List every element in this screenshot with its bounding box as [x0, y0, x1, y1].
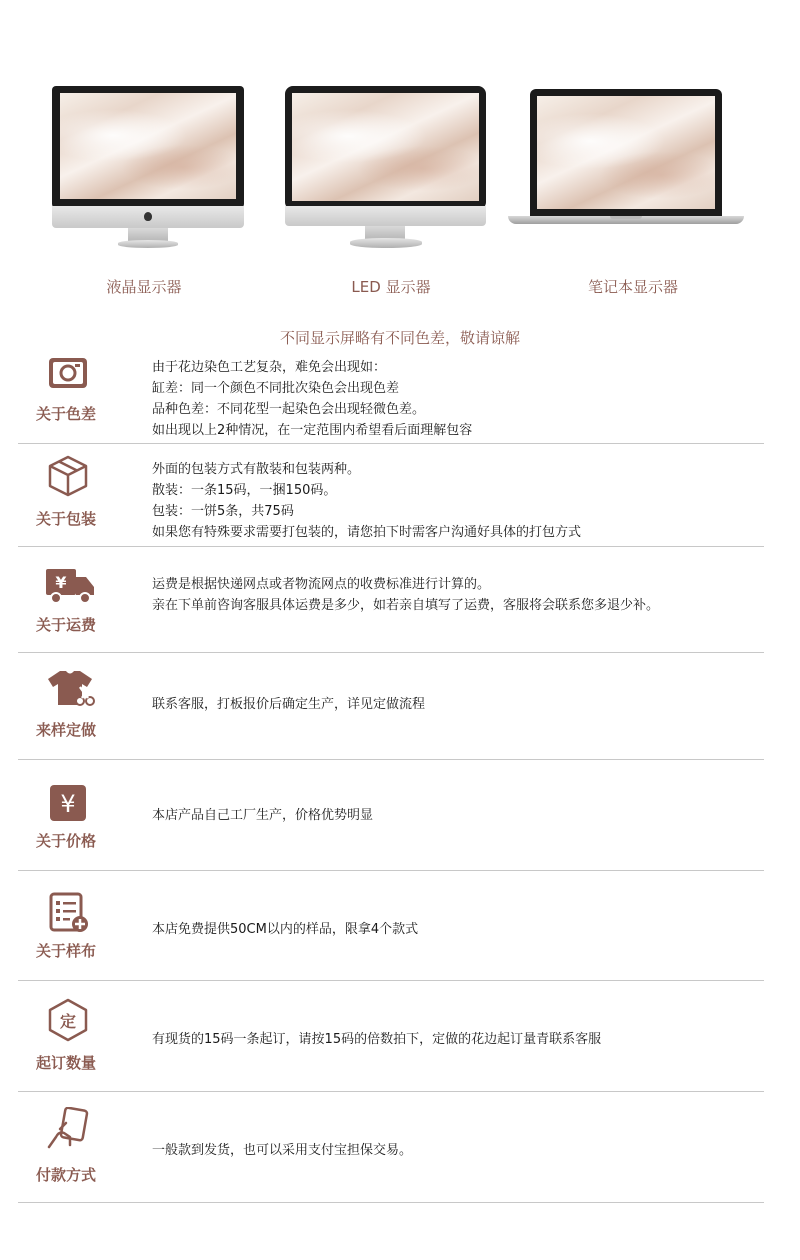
- row-line: 包装：一饼5条，共75码: [152, 504, 294, 519]
- info-row-color-difference: [18, 343, 764, 444]
- row-title: 关于运费: [35, 616, 96, 634]
- row-line: 缸差：同一个颜色不同批次染色会出现色差: [152, 381, 400, 396]
- row-description: [152, 1029, 601, 1050]
- row-description: [152, 459, 581, 543]
- yuan-price-icon: [49, 784, 87, 822]
- info-row-payment: [18, 1092, 764, 1203]
- info-row-minimum-order: [18, 981, 764, 1092]
- row-line: 本店免费提供50CM以内的样品，限拿4个款式: [152, 922, 419, 937]
- color-difference-notice: 不同显示屏略有不同色差，敬请谅解: [279, 329, 520, 347]
- row-description: [152, 919, 418, 940]
- svg-text:定: 定: [59, 1012, 77, 1031]
- info-row-price: [18, 760, 764, 871]
- svg-text:¥: ¥: [55, 573, 67, 592]
- row-title: 起订数量: [35, 1054, 96, 1072]
- hand-card-icon: [46, 1107, 90, 1151]
- row-description: [152, 1140, 412, 1161]
- row-line: 品种色差：不同花型一起染色会出现轻微色差。: [152, 402, 426, 417]
- info-row-custom: [18, 653, 764, 760]
- package-box-icon: [46, 454, 90, 498]
- svg-text:¥: ¥: [60, 790, 76, 818]
- row-line: 由于花边染色工艺复杂，难免会出现如：: [152, 360, 387, 375]
- apple-logo-icon: [144, 212, 152, 221]
- sample-list-icon: [46, 891, 90, 935]
- row-line: 本店产品自己工厂生产，价格优势明显: [152, 808, 374, 823]
- row-description: [152, 805, 373, 826]
- row-line: 一般款到发货，也可以采用支付宝担保交易。: [152, 1143, 413, 1158]
- row-line: 如果您有特殊要求需要打包装的，请您拍下时需客户沟通好具体的打包方式: [152, 525, 582, 540]
- device-label-laptop: 笔记本显示器: [587, 278, 678, 296]
- row-line: 散装：一条15码，一捆150码。: [152, 483, 337, 498]
- delivery-truck-icon: [44, 563, 96, 607]
- row-description: [152, 694, 425, 715]
- info-row-samples: [18, 871, 764, 981]
- device-label-lcd: 液晶显示器: [106, 278, 182, 296]
- camera-icon: [46, 351, 90, 395]
- row-line: 如出现以上2种情况，在一定范围内希望看后面理解包容: [152, 423, 473, 438]
- device-label-led: LED 显示器: [351, 278, 431, 296]
- row-title: 付款方式: [35, 1166, 96, 1184]
- row-line: 外面的包装方式有散装和包装两种。: [152, 462, 361, 477]
- row-line: 联系客服，打板报价后确定生产，详见定做流程: [152, 697, 426, 712]
- tshirt-scissors-icon: [44, 667, 96, 711]
- row-title: 关于包装: [35, 510, 96, 528]
- row-title: 关于价格: [35, 832, 96, 850]
- row-line: 运费是根据快递网点或者物流网点的收费标准进行计算的。: [152, 577, 491, 592]
- row-line: 亲在下单前咨询客服具体运费是多少，如若亲自填写了运费，客服将会联系您多退少补。: [152, 598, 660, 613]
- info-row-packaging: [18, 444, 764, 547]
- row-description: [152, 574, 659, 616]
- row-title: 来样定做: [35, 721, 96, 739]
- row-description: [152, 357, 472, 441]
- hexagon-ding-icon: [46, 998, 90, 1042]
- row-title: 关于色差: [35, 405, 96, 423]
- row-line: 有现货的15码一条起订，请按15码的倍数拍下，定做的花边起订量青联系客服: [152, 1032, 602, 1047]
- row-title: 关于样布: [35, 942, 96, 960]
- info-row-shipping: [18, 547, 764, 653]
